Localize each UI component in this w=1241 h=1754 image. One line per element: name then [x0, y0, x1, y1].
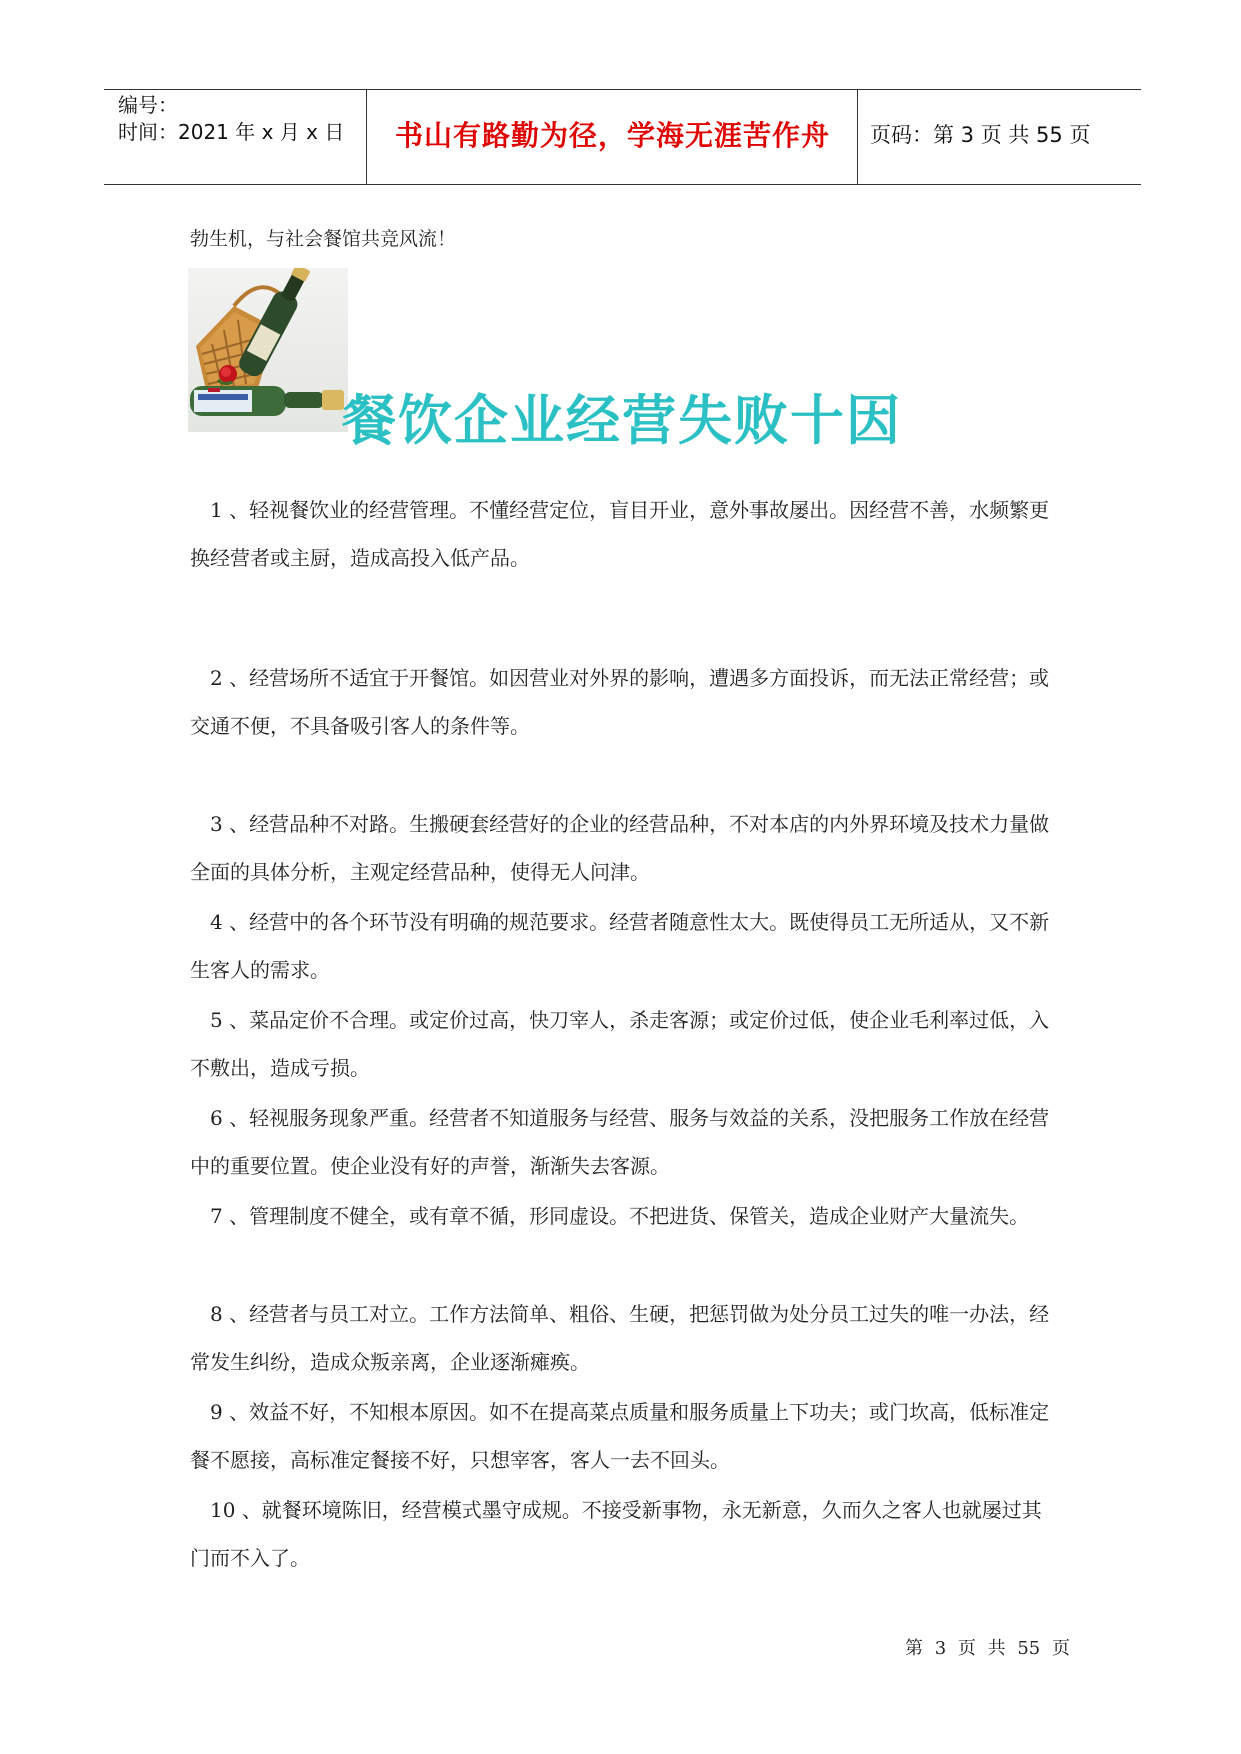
header-divider	[366, 90, 367, 184]
document-title: 餐饮企业经营失败十因	[342, 389, 902, 452]
page-footer: 第 3 页 共 55 页	[905, 1638, 1070, 1659]
wine-bottle-basket-image	[188, 268, 348, 432]
item-number: 7	[210, 1204, 223, 1228]
item-number: 5	[210, 1008, 223, 1032]
list-item	[190, 1094, 1058, 1190]
item-text: 、菜品定价不合理。或定价过高，快刀宰人，杀走客源；或定价过低，使企业毛利率过低，入不敷出，造成亏损。	[190, 1008, 1050, 1080]
document-header	[104, 89, 1141, 185]
list-item	[190, 898, 1058, 994]
item-text: 、经营者与员工对立。工作方法简单、粗俗、生硬，把惩罚做为处分员工过失的唯一办法，经常发生纠纷，造成众叛亲离，企业逐渐瘫痪。	[190, 1302, 1050, 1374]
list-item	[190, 1290, 1058, 1386]
item-text: 、经营场所不适宜于开餐馆。如因营业对外界的影响，遭遇多方面投诉，而无法正常经营；或交通不便，不具备吸引客人的条件等。	[190, 666, 1050, 738]
time-label: 时间：2021 年 x 月 x 日	[118, 120, 345, 144]
list-item	[190, 800, 1058, 896]
header-meta	[118, 92, 344, 146]
list-item	[190, 1192, 1058, 1240]
item-text: 、管理制度不健全，或有章不循，形同虚设。不把进货、保管关，造成企业财产大量流失。	[229, 1204, 1030, 1228]
item-text: 、轻视服务现象严重。经营者不知道服务与经营、服务与效益的关系，没把服务工作放在经营中的重要位置。使企业没有好的声誉，渐渐失去客源。	[190, 1106, 1050, 1178]
list-item	[190, 1486, 1058, 1582]
item-text: 、效益不好，不知根本原因。如不在提高菜点质量和服务质量上下功夫；或门坎高，低标准定餐不愿接，高标准定餐接不好，只想宰客，客人一去不回头。	[190, 1400, 1050, 1472]
list-item	[190, 654, 1058, 750]
item-text: 、就餐环境陈旧，经营模式墨守成规。不接受新事物，永无新意，久而久之客人也就屡过其门而不入了。	[190, 1498, 1042, 1570]
item-number: 8	[210, 1302, 223, 1326]
item-text: 、经营品种不对路。生搬硬套经营好的企业的经营品种，不对本店的内外界环境及技术力量做全面的具体分析，主观定经营品种，使得无人问津。	[190, 812, 1050, 884]
header-divider	[857, 90, 858, 184]
list-item	[190, 1388, 1058, 1484]
intro-text: 勃生机，与社会餐馆共竞风流！	[190, 228, 457, 250]
list-item	[190, 486, 1058, 582]
item-number: 10	[210, 1498, 236, 1522]
item-number: 2	[210, 666, 223, 690]
item-number: 1	[210, 498, 223, 522]
item-number: 9	[210, 1400, 223, 1424]
list-item	[190, 996, 1058, 1092]
item-text: 、轻视餐饮业的经营管理。不懂经营定位，盲目开业，意外事故屡出。因经营不善，水频繁更换经营者或主厨，造成高投入低产品。	[190, 498, 1050, 570]
item-number: 3	[210, 812, 223, 836]
header-motto: 书山有路勤为径，学海无涯苦作舟	[394, 119, 830, 152]
serial-label: 编号：	[118, 93, 178, 117]
item-number: 4	[210, 910, 223, 934]
item-text: 、经营中的各个环节没有明确的规范要求。经营者随意性太大。既使得员工无所适从，又不新生客人的需求。	[190, 910, 1050, 982]
item-number: 6	[210, 1106, 223, 1130]
header-page-label: 页码：第 3 页 共 55 页	[870, 123, 1091, 147]
